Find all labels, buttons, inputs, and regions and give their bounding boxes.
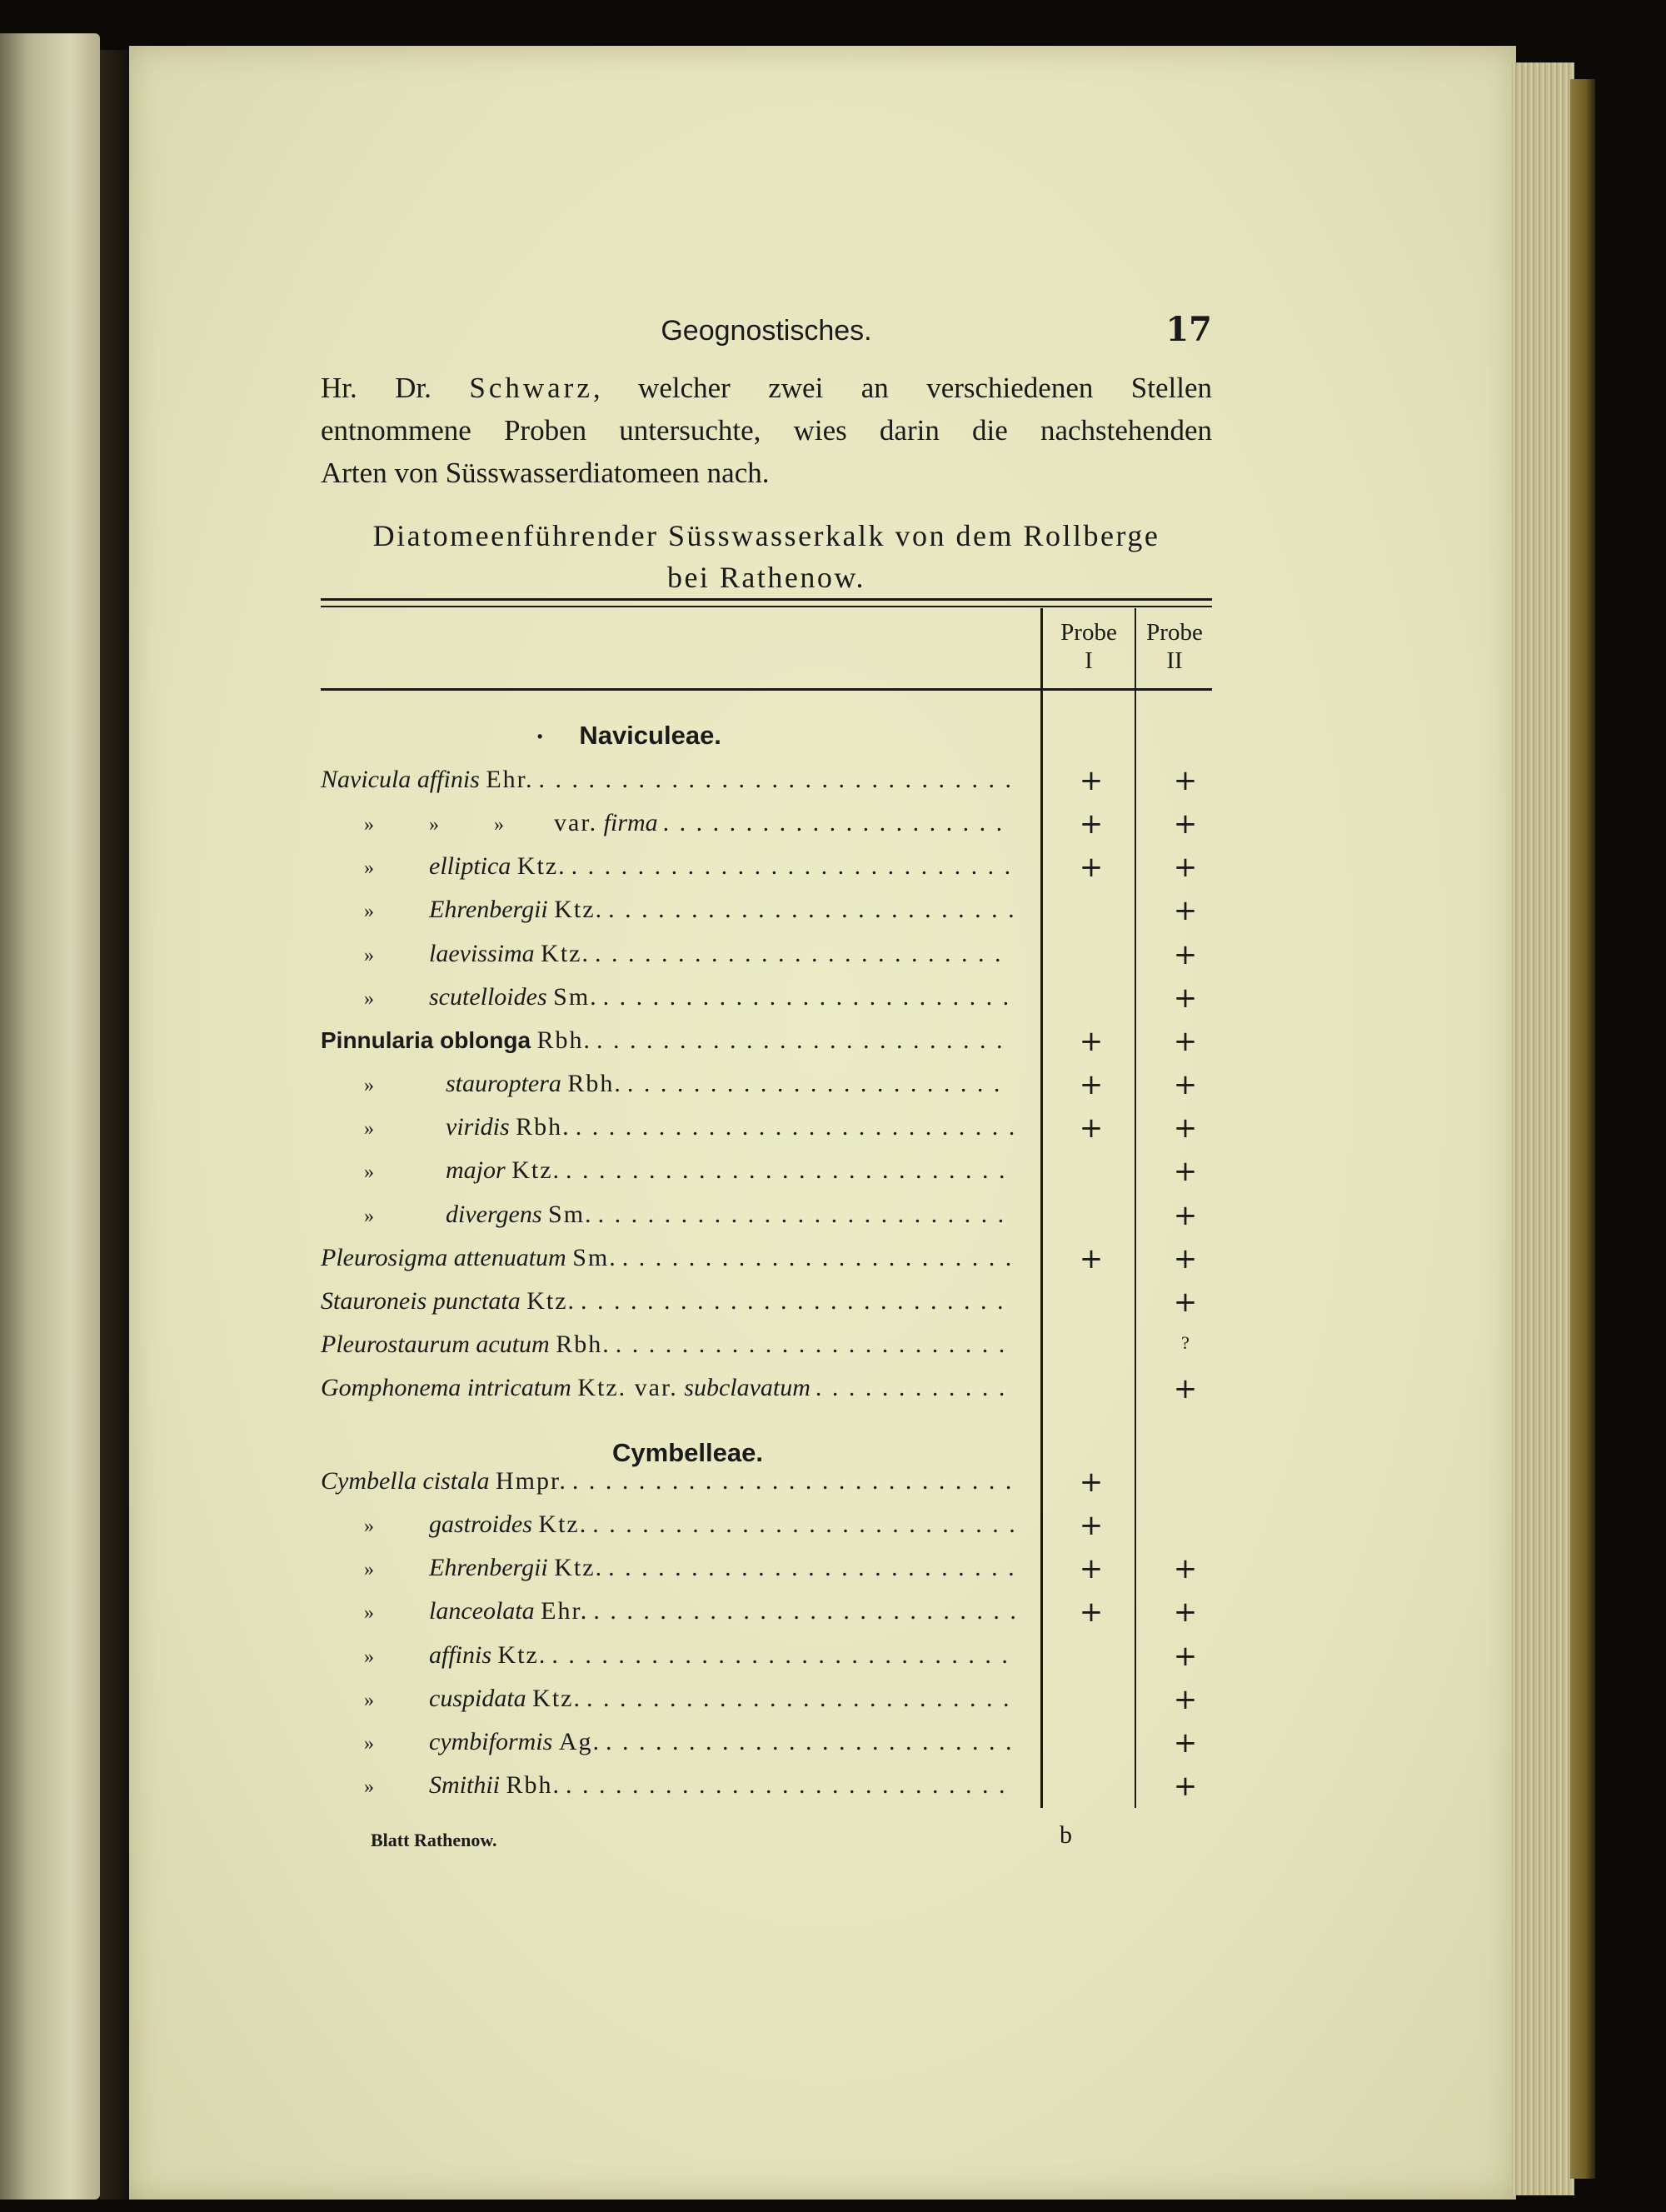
ditto-mark: » bbox=[364, 1206, 374, 1227]
species-epithet: elliptica bbox=[429, 852, 511, 880]
table-row bbox=[321, 1464, 1212, 1507]
probe-2-mark: + bbox=[1173, 1726, 1198, 1760]
probe-2-mark: + bbox=[1173, 1640, 1198, 1673]
species-epithet: laevissima bbox=[429, 940, 535, 967]
footer-signature-mark: b bbox=[1060, 1821, 1072, 1849]
probe-2-mark: + bbox=[1173, 1552, 1198, 1585]
table-row bbox=[321, 1153, 1212, 1196]
probe-2-mark: + bbox=[1173, 1199, 1198, 1232]
species-epithet: viridis bbox=[446, 1113, 510, 1141]
species-name bbox=[321, 1597, 1026, 1625]
genus-name: Navicula bbox=[321, 766, 412, 793]
species-epithet: Smithii bbox=[429, 1771, 501, 1799]
species-name bbox=[321, 1771, 1015, 1800]
species-name bbox=[321, 1244, 1022, 1272]
table-row bbox=[321, 1638, 1212, 1681]
table-row bbox=[321, 1550, 1212, 1594]
header-label: Probe bbox=[1060, 619, 1117, 646]
leader-dots: .......................... bbox=[592, 1510, 1026, 1538]
leader-dots: ........................... bbox=[566, 1771, 1016, 1799]
species-name bbox=[321, 1510, 1025, 1539]
leader-dots: ....................... bbox=[626, 1070, 1010, 1097]
probe-2-mark: + bbox=[1173, 764, 1198, 797]
species-author: Ktz. bbox=[538, 1510, 588, 1538]
table-row bbox=[321, 1594, 1212, 1637]
column-header-probe-1 bbox=[1043, 618, 1135, 675]
header-number: I bbox=[1085, 647, 1093, 674]
ditto-mark: » bbox=[364, 1075, 374, 1096]
genus-name: Cymbella cistala bbox=[321, 1467, 490, 1495]
species-name bbox=[321, 1728, 1022, 1756]
species-author: Ktz. bbox=[516, 852, 566, 880]
ditto-mark: » bbox=[364, 1690, 374, 1711]
intro-paragraph bbox=[321, 367, 1212, 494]
probe-2-mark: + bbox=[1173, 1111, 1198, 1145]
probe-2-mark: + bbox=[1173, 807, 1198, 841]
species-name bbox=[321, 1026, 1013, 1055]
probe-2-mark: + bbox=[1173, 1595, 1198, 1629]
leader-dots: ........................... bbox=[571, 1467, 1022, 1495]
ditto-mark: » bbox=[364, 1646, 374, 1668]
header-label: Probe bbox=[1146, 619, 1203, 646]
ditto-mark: » bbox=[364, 857, 374, 879]
author-name-spaced: Schwarz bbox=[469, 372, 593, 404]
species-epithet: major bbox=[446, 1156, 506, 1184]
species-name bbox=[321, 896, 1025, 924]
variety-name: subclavatum bbox=[684, 1374, 811, 1401]
table-header-rule bbox=[321, 688, 1212, 691]
probe-2-mark: + bbox=[1173, 1242, 1198, 1276]
species-author: Ehr. bbox=[541, 1597, 589, 1625]
genus-name: Pleurostaurum acutum bbox=[321, 1331, 550, 1358]
intro-text: entnommene Proben untersuchte, wies darin die nachstehenden bbox=[321, 414, 1212, 447]
probe-1-mark: + bbox=[1079, 1242, 1104, 1276]
leader-dots: ......................... bbox=[596, 1026, 1014, 1054]
species-name bbox=[321, 809, 1013, 837]
table-row bbox=[321, 1066, 1212, 1110]
genus-name: Stauroneis punctata bbox=[321, 1287, 521, 1315]
species-epithet: stauroptera bbox=[446, 1070, 561, 1097]
leader-dots: ......................... bbox=[608, 1554, 1025, 1581]
variety-name: firma bbox=[603, 809, 658, 836]
probe-1-mark: + bbox=[1079, 1025, 1104, 1058]
species-author: Sm. bbox=[553, 983, 598, 1011]
caption-line-2: bei Rathenow. bbox=[666, 561, 866, 594]
species-author: Sm. bbox=[572, 1244, 617, 1271]
species-name bbox=[321, 1201, 1015, 1229]
probe-1-mark: + bbox=[1079, 1509, 1104, 1542]
ditto-mark: » bbox=[364, 1161, 374, 1183]
species-name bbox=[321, 1685, 1020, 1713]
species-name bbox=[321, 1156, 1015, 1185]
probe-2-mark: + bbox=[1173, 1068, 1198, 1101]
table-caption bbox=[321, 515, 1212, 598]
page-stack-edge bbox=[1512, 62, 1574, 2195]
species-epithet: Ehrenbergii bbox=[429, 1554, 548, 1581]
species-author: Rbh. bbox=[567, 1070, 622, 1097]
ditto-mark: » bbox=[364, 901, 374, 922]
section-bullet: • bbox=[537, 728, 543, 746]
table-row bbox=[321, 1241, 1212, 1284]
probe-2-mark: + bbox=[1173, 981, 1198, 1015]
genus-name: Gomphonema intricatum bbox=[321, 1374, 571, 1401]
table-row bbox=[321, 1110, 1212, 1153]
probe-2-mark: + bbox=[1173, 1683, 1198, 1716]
column-header-probe-2 bbox=[1136, 618, 1213, 675]
table-row bbox=[321, 806, 1212, 849]
species-name bbox=[321, 1331, 1015, 1359]
running-head-title: Geognostisches. bbox=[661, 315, 872, 347]
species-author: Ag. bbox=[558, 1728, 601, 1755]
table-row bbox=[321, 936, 1212, 980]
species-name bbox=[321, 940, 1011, 968]
ditto-mark: » bbox=[364, 1515, 374, 1537]
leader-dots: ........................ bbox=[615, 1331, 1015, 1358]
species-author: Ktz. bbox=[497, 1641, 547, 1669]
running-head bbox=[321, 310, 1212, 352]
genus-name: Pinnularia oblonga bbox=[321, 1027, 531, 1053]
species-epithet: cuspidata bbox=[429, 1685, 526, 1712]
species-epithet: cymbiformis bbox=[429, 1728, 553, 1755]
species-name bbox=[321, 1070, 1010, 1098]
species-author: var. bbox=[554, 809, 598, 836]
leader-dots: ........................... bbox=[571, 852, 1021, 880]
species-author: Ktz. bbox=[554, 896, 604, 923]
table-row bbox=[321, 1284, 1212, 1327]
header-number: II bbox=[1166, 647, 1183, 674]
intro-line bbox=[321, 452, 1212, 494]
leader-dots: ............................. bbox=[538, 766, 1022, 793]
probe-1-mark: + bbox=[1079, 1552, 1104, 1585]
table-row bbox=[321, 1371, 1212, 1414]
species-name bbox=[321, 766, 1022, 794]
leader-dots: ............................ bbox=[551, 1641, 1019, 1669]
section-title: Cymbelleae. bbox=[612, 1438, 763, 1467]
species-epithet: Ehrenbergii bbox=[429, 896, 548, 923]
probe-2-mark: ? bbox=[1181, 1332, 1190, 1353]
probe-1-mark: + bbox=[1079, 1466, 1104, 1499]
genus-name: Pleurosigma attenuatum bbox=[321, 1244, 566, 1271]
species-name bbox=[321, 1287, 1014, 1316]
table-row bbox=[321, 1681, 1212, 1725]
ditto-mark: » » » bbox=[364, 814, 504, 836]
probe-1-mark: + bbox=[1079, 1111, 1104, 1145]
caption-line-1: Diatomeenführender Süsswasserkalk von dem Rollberge bbox=[372, 519, 1160, 552]
species-author: Ktz. bbox=[532, 1685, 581, 1712]
species-author: Ktz. bbox=[541, 940, 590, 967]
ditto-mark: » bbox=[364, 1602, 374, 1624]
intro-line bbox=[321, 409, 1212, 452]
intro-line bbox=[321, 367, 1212, 409]
section-title: Naviculeae. bbox=[579, 721, 721, 750]
table-row bbox=[321, 1327, 1212, 1371]
table-top-rule-thin bbox=[321, 606, 1212, 607]
leader-dots: ......................... bbox=[594, 940, 1011, 967]
leader-dots: ........................... bbox=[575, 1113, 1025, 1141]
species-author: Sm. bbox=[548, 1201, 593, 1228]
leader-dots: ......................... bbox=[608, 896, 1025, 923]
probe-1-mark: + bbox=[1079, 1595, 1104, 1629]
species-name bbox=[321, 983, 1020, 1011]
species-name bbox=[321, 1374, 1015, 1402]
species-author: Rbh. bbox=[506, 1771, 561, 1799]
species-epithet: gastroides bbox=[429, 1510, 532, 1538]
species-author: Hmpr. bbox=[495, 1467, 567, 1495]
leader-dots: ........................ bbox=[621, 1244, 1022, 1271]
ditto-mark: » bbox=[364, 1733, 374, 1755]
species-author: Ktz. bbox=[526, 1287, 576, 1315]
page-number: 17 bbox=[1165, 310, 1212, 349]
species-name bbox=[321, 1113, 1025, 1141]
leader-dots: ............ bbox=[815, 1374, 1015, 1401]
ditto-mark: » bbox=[364, 1559, 374, 1580]
probe-1-mark: + bbox=[1079, 1068, 1104, 1101]
probe-1-mark: + bbox=[1079, 764, 1104, 797]
probe-2-mark: + bbox=[1173, 1286, 1198, 1319]
footer-sheet-name: Blatt Rathenow. bbox=[371, 1830, 497, 1850]
leader-dots: ......................... bbox=[602, 983, 1020, 1011]
table-top-rule-thick bbox=[321, 598, 1212, 601]
species-author: Rbh. bbox=[536, 1026, 592, 1054]
leader-dots: .......................... bbox=[593, 1597, 1027, 1625]
species-author: Ehr. bbox=[486, 766, 534, 793]
probe-2-mark: + bbox=[1173, 1025, 1198, 1058]
probe-2-mark: + bbox=[1173, 1372, 1198, 1406]
species-author: Rbh. bbox=[516, 1113, 571, 1141]
intro-text: Hr. Dr. bbox=[321, 372, 470, 404]
table-row bbox=[321, 1507, 1212, 1550]
species-epithet: affinis bbox=[416, 766, 480, 793]
ditto-mark: » bbox=[364, 988, 374, 1010]
table-row bbox=[321, 1768, 1212, 1811]
species-epithet: scutelloides bbox=[429, 983, 547, 1011]
probe-2-mark: + bbox=[1173, 1155, 1198, 1188]
table-row bbox=[321, 980, 1212, 1023]
ditto-mark: » bbox=[364, 1118, 374, 1140]
intro-text: Arten von Süsswasserdiatomeen nach. bbox=[321, 457, 770, 489]
probe-2-mark: + bbox=[1173, 851, 1198, 884]
species-author: Ktz. bbox=[511, 1156, 561, 1184]
table-row bbox=[321, 849, 1212, 892]
table-row bbox=[321, 1725, 1212, 1768]
leader-dots: .......................... bbox=[586, 1685, 1020, 1712]
table-row bbox=[321, 762, 1212, 806]
book-cover-edge bbox=[1570, 79, 1595, 2179]
probe-1-mark: + bbox=[1079, 807, 1104, 841]
species-name bbox=[321, 1467, 1022, 1495]
table-row bbox=[321, 892, 1212, 936]
species-author: Ktz. bbox=[554, 1554, 604, 1581]
species-name bbox=[321, 1641, 1018, 1670]
intro-text: , welcher zwei an verschiedenen Stellen bbox=[592, 372, 1213, 404]
leader-dots: ..................... bbox=[662, 809, 1013, 836]
probe-2-mark: + bbox=[1173, 938, 1198, 971]
species-epithet: divergens bbox=[446, 1201, 542, 1228]
species-epithet: affinis bbox=[429, 1641, 492, 1669]
species-author: Ktz. var. bbox=[577, 1374, 678, 1401]
leader-dots: ......................... bbox=[606, 1728, 1022, 1755]
species-author: Rbh. bbox=[556, 1331, 611, 1358]
leader-dots: ........................... bbox=[566, 1156, 1016, 1184]
table-row bbox=[321, 1023, 1212, 1066]
ditto-mark: » bbox=[364, 1776, 374, 1798]
leader-dots: .......................... bbox=[581, 1287, 1015, 1315]
species-epithet: lanceolata bbox=[429, 1597, 535, 1625]
probe-2-mark: + bbox=[1173, 894, 1198, 927]
probe-1-mark: + bbox=[1079, 851, 1104, 884]
species-name bbox=[321, 1554, 1025, 1582]
probe-2-mark: + bbox=[1173, 1770, 1198, 1803]
left-page-edge bbox=[0, 33, 100, 2200]
table-row bbox=[321, 1197, 1212, 1241]
leader-dots: ......................... bbox=[597, 1201, 1015, 1228]
species-name bbox=[321, 852, 1021, 881]
section-heading-naviculeae bbox=[537, 721, 721, 751]
ditto-mark: » bbox=[364, 945, 374, 966]
